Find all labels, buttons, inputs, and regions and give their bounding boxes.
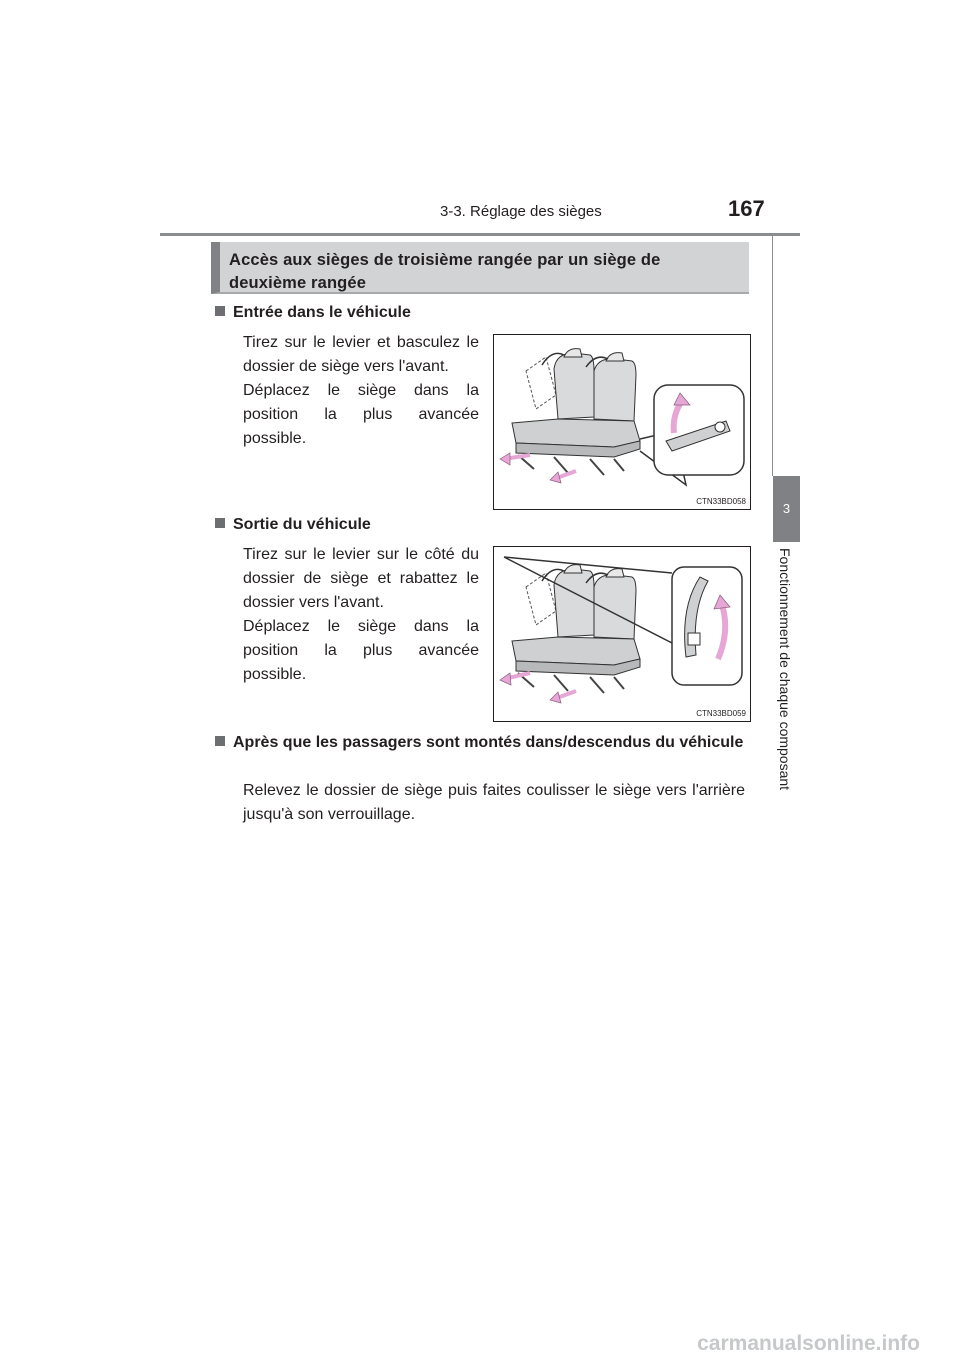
chapter-title-text: Fonctionnement de chaque composant — [776, 548, 793, 791]
chapter-title — [773, 548, 800, 848]
section-heading — [211, 242, 749, 294]
paragraph: Relevez le dossier de siège puis faites coulisser le siège vers l'arrière jusqu'à son verrouillage. — [243, 782, 745, 823]
bullet-square-icon — [215, 306, 225, 316]
seat-illustration — [494, 547, 750, 721]
subsection-title-entry: Entrée dans le véhicule — [215, 304, 411, 322]
paragraph: Tirez sur le levier sur le côté du dossier de siège et rabattez le dossier vers l'avant. — [243, 546, 479, 611]
bullet-square-icon — [215, 736, 225, 746]
side-tab-line — [772, 233, 773, 476]
figure-code: CTN33BD059 — [696, 709, 746, 718]
watermark: carmanualsonline.info — [697, 1332, 920, 1355]
paragraph: Tirez sur le levier et basculez le dossier de siège vers l'avant. — [243, 334, 479, 375]
paragraph: Déplacez le siège dans la position la plus avancée possible. — [243, 382, 479, 447]
section-title: 3-3. Réglage des sièges — [440, 203, 602, 220]
figure-seat-exit — [493, 546, 751, 722]
chapter-tab: 3 — [773, 476, 800, 542]
page-number: 167 — [728, 196, 765, 221]
seat-illustration — [494, 335, 750, 509]
figure-code: CTN33BD058 — [696, 497, 746, 506]
subsection-title-exit: Sortie du véhicule — [215, 516, 371, 534]
subsection-title-after: Après que les passagers sont montés dans/descendus du véhicule — [215, 731, 745, 755]
section-heading-text: Accès aux sièges de troisième rangée par un siège de deuxième rangée — [229, 251, 661, 292]
figure-seat-entry — [493, 334, 751, 510]
header-rule — [160, 233, 800, 236]
bullet-square-icon — [215, 518, 225, 528]
paragraph: Déplacez le siège dans la position la plus avancée possible. — [243, 618, 479, 683]
footer — [0, 1330, 960, 1358]
